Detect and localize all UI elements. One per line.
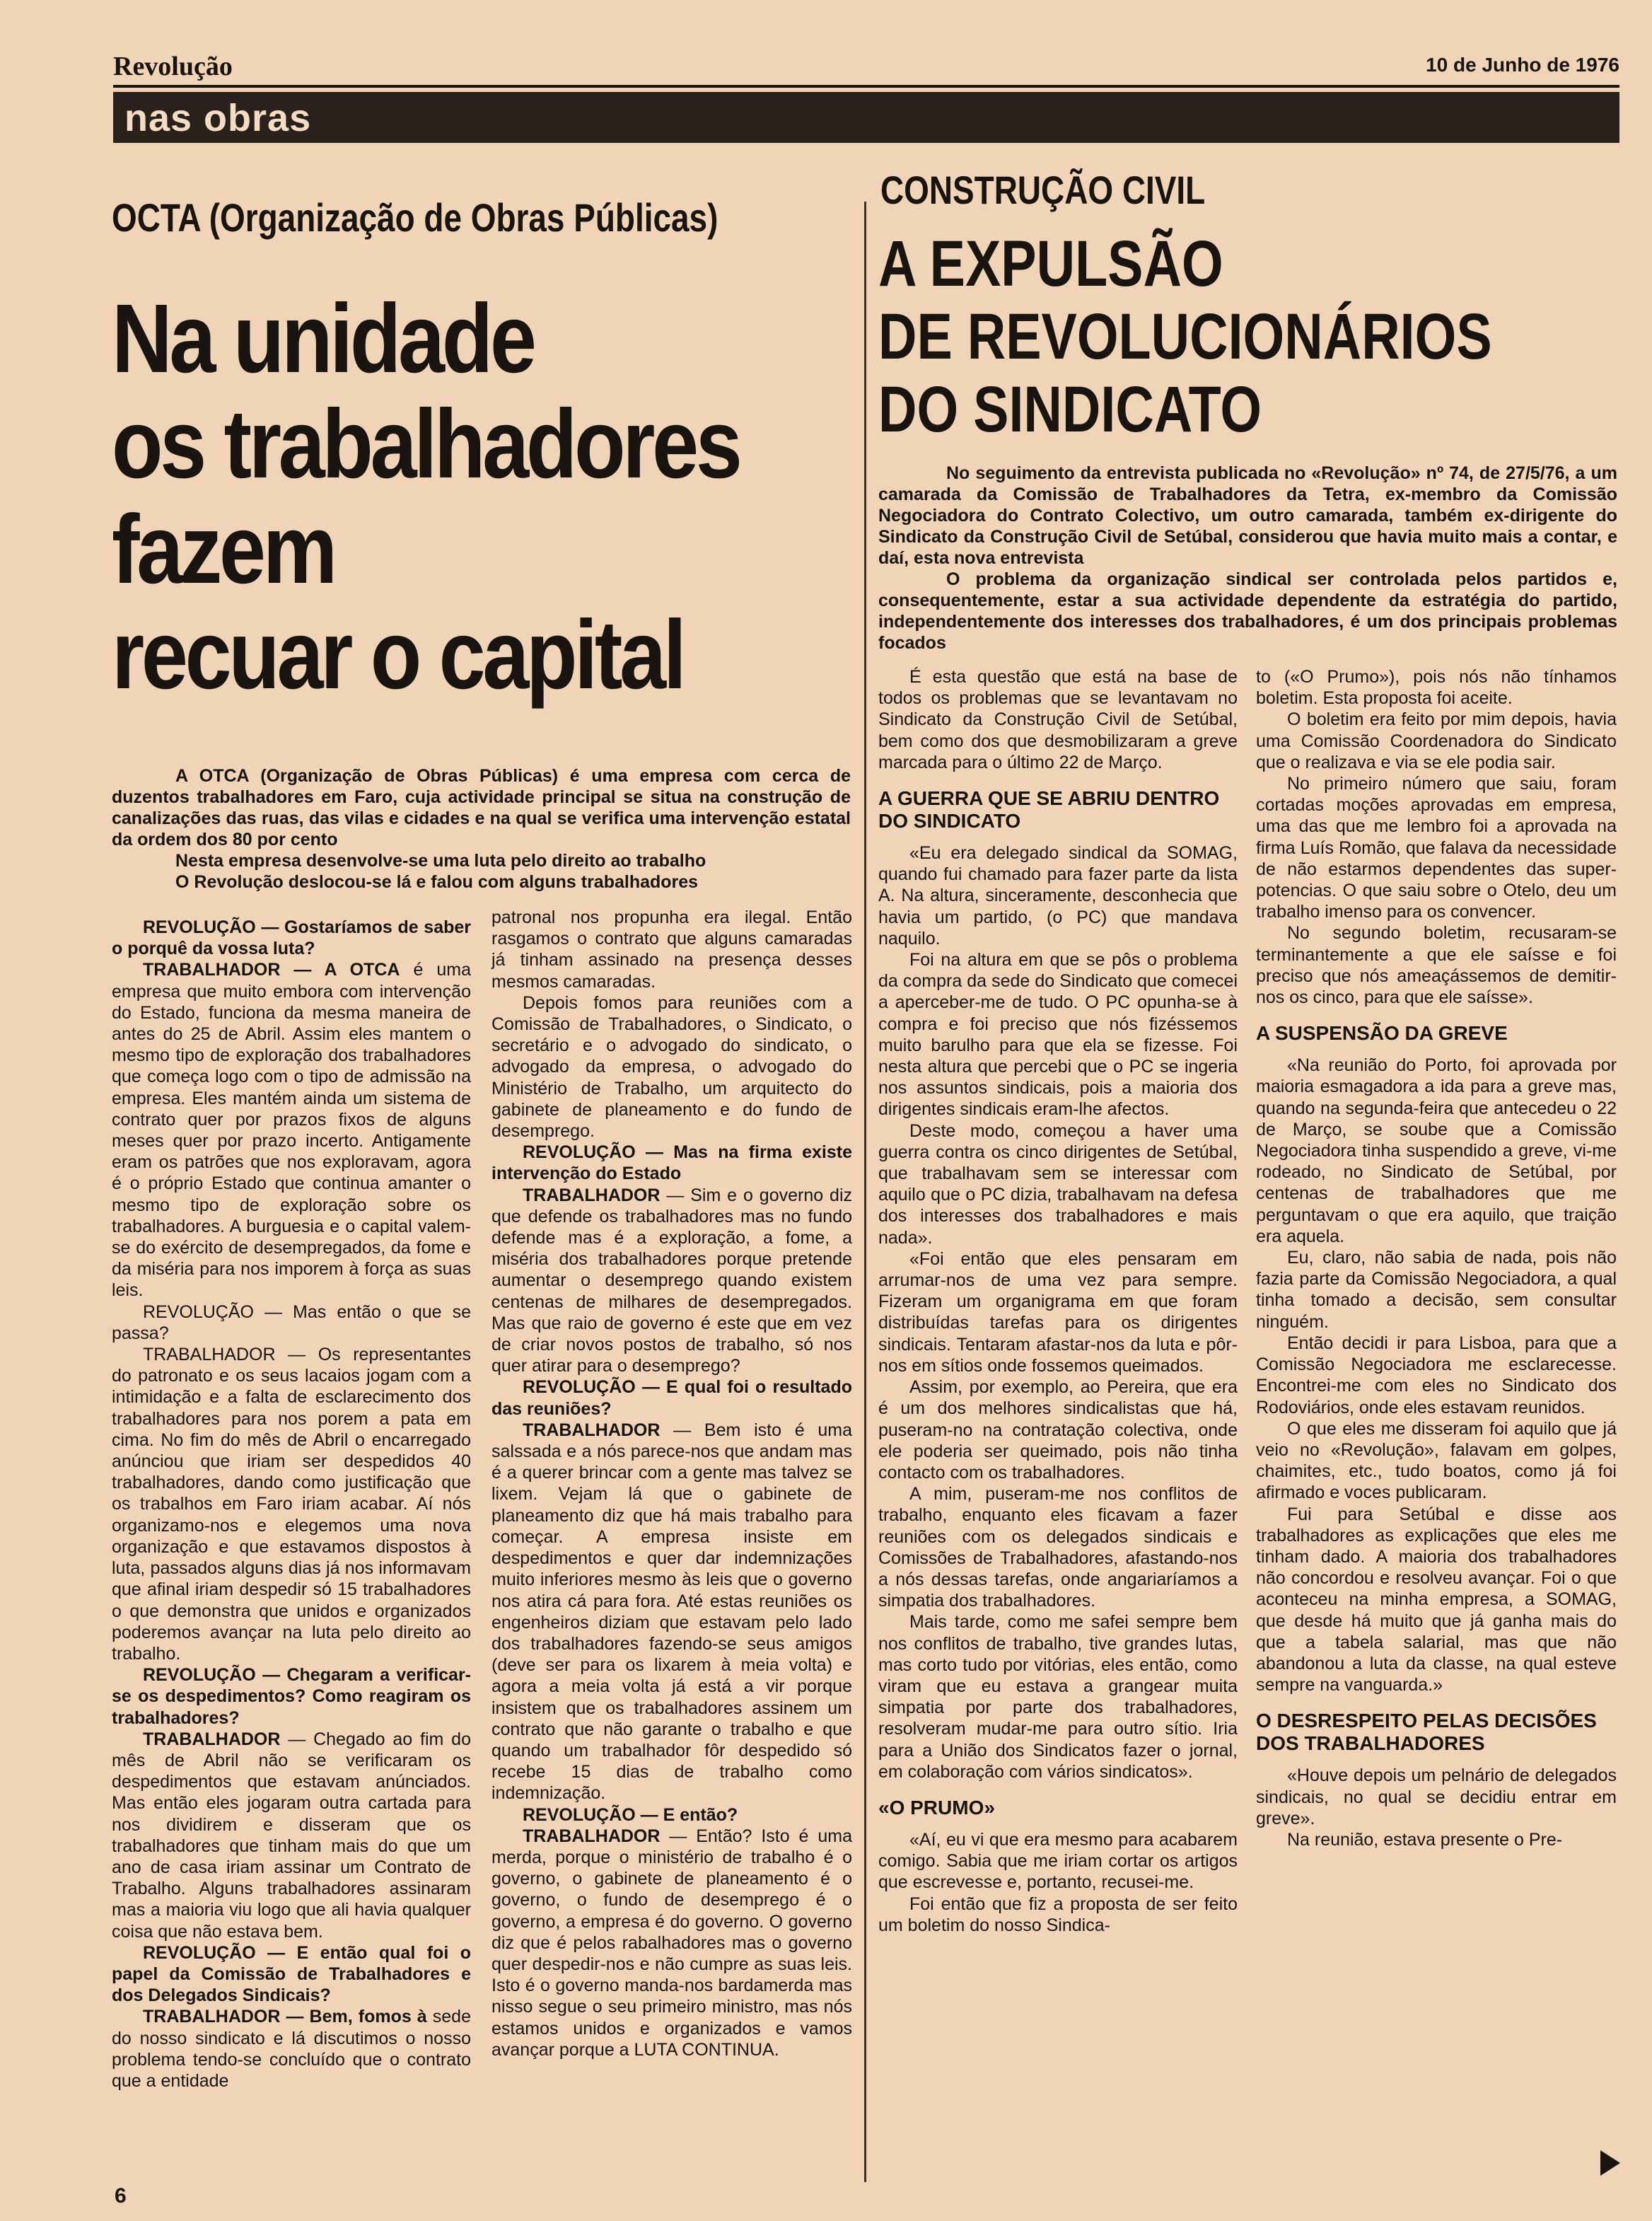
paragraph: [112, 1942, 471, 2007]
body-text: Eu, claro, não sabia de nada, pois não fazia parte da Comissão Negociadora, a qual tinha tomado a decisão, sem consultar ninguém.: [1256, 1248, 1617, 1332]
right-article-column-1: [878, 666, 1238, 1936]
body-text: A mim, puseram-me nos conflitos de trabalho, enquanto eles ficavam a fazer reuniões com os delegados sindicais e Comissões de Trabalhadores, afastando-nos a nós dessas tarefas, onde angariaríamos a simpatia dos trabalhadores.: [878, 1484, 1238, 1611]
paragraph: [1256, 666, 1617, 709]
body-text: É esta questão que está na base de todos os problemas que se levantavam no Sindicato da Construção Civil de Setúbal, bem como dos que desmobilizaram a greve marcada para o último 22 de Março.: [878, 667, 1238, 772]
body-text: to («O Prumo»), pois nós não tínhamos boletim. Esta proposta foi aceite.: [1256, 667, 1617, 709]
headline-line: recuar o capital: [112, 601, 684, 710]
paragraph: [1256, 709, 1617, 773]
paragraph: [878, 1829, 1238, 1894]
body-text: No segundo boletim, recusaram-se terminantemente a que ele saísse e foi preciso que nós ameaçássemos de demitir-nos os cinco, para que ele saísse».: [1256, 923, 1617, 1008]
interviewer-question: REVOLUÇÃO — Gostaríamos de saber o porquê da vossa luta?: [112, 917, 471, 959]
paragraph: [878, 1120, 1238, 1248]
left-article-column-2: [491, 907, 852, 2060]
body-text: «Houve depois um pelnário de delegados sindicais, no qual se decidiu entrar em greve».: [1256, 1765, 1617, 1828]
body-text: No primeiro número que saiu, foram cortadas moções aprovadas em empresa, uma das que me lembro foi a aprovada na firma Luís Romão, que falava da necessidade de não estarmos dependentes das super-potencias. O que saiu sobre o Otelo, deu um trabalho imenso para os convencer.: [1256, 774, 1617, 922]
paragraph: [491, 1142, 852, 1184]
paragraph: [112, 959, 471, 1301]
paragraph: [878, 949, 1238, 1120]
body-text: «Aí, eu vi que era mesmo para acabarem comigo. Sabia que me iriam cortar os artigos que escrevesse e, portanto, recusei-me.: [878, 1829, 1238, 1893]
interviewer-question: REVOLUÇÃO — E então qual foi o papel da Comissão de Trabalhadores e dos Delegados Sindicais?: [112, 1942, 471, 2006]
body-text: Deste modo, começou a haver uma guerra contra os cinco dirigentes de Setúbal, que trabalhavam sem se interessar com aquilo que o PC dizia, trabalhavam na defesa dos interesses dos trabalhadores e mais nada».: [878, 1120, 1238, 1248]
left-article-lead: [112, 765, 851, 893]
left-article-column-1: [112, 917, 471, 2092]
headline-line: fazem: [112, 495, 335, 605]
body-text: é uma empresa que muito embora com intervenção do Estado, funciona da mesma maneira de antes do 25 de Abril. Assim eles mantem o mesmo tipo de exploração dos trabalhadores que começa logo com o tipo de admissão na empresa. Eles mantém ainda um sistema de contrato quer por prazos fixos de alguns meses quer por prazo incerto. Antigamente eram os patrões que nos exploravam, agora é o próprio Estado que continua amanter o mesmo tipo de exploração sobre os trabalhadores. A burguesia e o capital valem-se do exército de desempregados, da fome e da miséria para nos imporem à força as suas leis.: [112, 960, 471, 1301]
body-text: Mais tarde, como me safei sempre bem nos conflitos de trabalho, tive grandes lutas, mas corto tudo por vitórias, eles então, como viram que eu estava a grangear muita simpatia por parte dos trabalhadores, resolveram mudar-me para outro sítio. Iria para a União dos Sindicatos fazer o jornal, em colaboração com vários sindicatos».: [878, 1612, 1238, 1782]
paragraph: [112, 917, 471, 959]
paragraph: [112, 1729, 471, 1942]
issue-date: 10 de Junho de 1976: [1426, 54, 1619, 76]
body-text: — Então? Isto é uma merda, porque o ministério de trabalho é o governo, o gabinete de planeamento é o governo, o fundo de desemprego é o governo, a empresa é do governo. O governo diz que é pelos rabalhadores mas o governo quer despedir-nos e não cumpre as suas leis. Isto é o governo manda-nos bardamerda mas nisso segue o seu primeiro ministro, mas nós estamos unidos e organizados e vamos avançar porque a LUTA CONTINUA.: [491, 1826, 852, 2060]
paragraph: [1256, 773, 1617, 922]
paragraph: [491, 992, 852, 1142]
right-article-lead: [878, 463, 1617, 654]
interviewer-question: REVOLUÇÃO — Mas na firma existe intervenção do Estado: [491, 1142, 852, 1184]
paragraph: [112, 1301, 471, 1344]
paragraph: [1256, 1247, 1617, 1333]
masthead-rule: [113, 85, 1619, 88]
paragraph: [491, 1376, 852, 1419]
subheading: A GUERRA QUE SE ABRIU DENTRO DO SINDICATO: [878, 787, 1220, 833]
body-text: Foi na altura em que se pôs o problema da compra da sede do Sindicato que comecei a aperceber-me de tudo. O PC opunha-se à compra e foi preciso que nós fizéssemos muito barulho para que ela se fizesse. Foi nesta altura que percebi que o PC se ingeria nos assuntos sindicais, pois a maioria dos dirigentes sindicais eram-lhe afectos.: [878, 950, 1238, 1120]
lead-paragraph: O problema da organização sindical ser controlada pelos partidos e, consequentemente, estar a sua actividade dependente da estratégia do partido, independentemente dos interesses dos trabalhadores, é um dos principais problemas focados: [878, 569, 1617, 653]
interviewer-question: REVOLUÇÃO — Chegaram a verificar-se os despedimentos? Como reagiram os trabalhadores?: [112, 1665, 471, 1728]
headline-line: DE REVOLUCIONÁRIOS: [878, 301, 1492, 373]
body-text: REVOLUÇÃO — Mas então o que se passa?: [112, 1301, 471, 1343]
paragraph: [1256, 1418, 1617, 1504]
body-text: «Na reunião do Porto, foi aprovada por maioria esmagadora a ida para a greve mas, quando na segunda-feira que antecedeu o 22 de Março, se soube que a Comissão Negociadora tinha suspendido a greve, vi-me rodeado, no Sindicato de Setúbal, por centenas de trabalhadores que me perguntavam o que era aquilo, que traição era aquela.: [1256, 1055, 1617, 1246]
body-text: Fui para Setúbal e disse aos trabalhadores as explicações que eles me tinham dado. A maioria dos trabalhadores não concordou e resolveu avançar. Foi o que aconteceu na minha empresa, a SOMAG, que desde há muito que já ganha mais do que a tabela salarial, mas que não abandonou a luta da classe, na qual esteve sempre na vanguarda.»: [1256, 1504, 1617, 1695]
speaker-label: TRABALHADOR: [143, 1729, 281, 1749]
paragraph: [878, 1483, 1238, 1611]
body-text: Na reunião, estava presente o Pre-: [1287, 1829, 1563, 1850]
paper-name: Revolução: [113, 52, 233, 81]
lead-paragraph: O Revolução deslocou-se lá e falou com alguns trabalhadores: [175, 872, 699, 892]
body-text: «Foi então que eles pensaram em arrumar-nos de uma vez para sempre. Fizeram um organigrama em que foram distribuídas tarefas para os dirigentes sindicais. Tentaram afastar-nos da luta e pôr-nos em sítios onde fossemos queimados.: [878, 1248, 1238, 1376]
paragraph: [878, 666, 1238, 773]
paragraph: [1256, 1765, 1617, 1829]
speaker-label: TRABALHADOR: [523, 1826, 661, 1846]
page-number: 6: [115, 2184, 127, 2208]
headline-line: A EXPULSÃO: [878, 228, 1223, 300]
paragraph: [878, 1611, 1238, 1782]
body-text: «Eu era delegado sindical da SOMAG, quando fui chamado para fazer parte da lista A. Na altura, sinceramente, desconhecia que havia um partido, (o PC) que mandava naquilo.: [878, 843, 1238, 949]
body-text: Assim, por exemplo, ao Pereira, que era é um dos melhores sindicalistas que há, puseram-no na contratação colectiva, onde ele poderia ser queimado, pois não tinha contacto com os trabalhadores.: [878, 1377, 1238, 1483]
paragraph: [878, 842, 1238, 949]
paragraph: [491, 1420, 852, 1804]
body-text: patronal nos propunha era ilegal. Então rasgamos o contrato que alguns camaradas já tinham assinado na presença desses mesmos camaradas.: [491, 907, 852, 992]
paragraph: [491, 1826, 852, 2060]
paragraph: [1256, 922, 1617, 1008]
paragraph: [878, 1248, 1238, 1376]
subheading: A SUSPENSÃO DA GREVE: [1256, 1022, 1508, 1045]
paragraph: [491, 907, 852, 992]
speaker-label: TRABALHADOR: [523, 1185, 661, 1205]
paragraph: [1256, 1055, 1617, 1247]
interviewer-question: REVOLUÇÃO — E qual foi o resultado das reuniões?: [491, 1377, 852, 1419]
body-text: Então decidi ir para Lisboa, para que a Comissão Negociadora me esclarecesse. Encontrei-me com eles no Sindicato dos Rodoviários, onde eles estavam reunidos.: [1256, 1333, 1617, 1417]
right-article-kicker: CONSTRUÇÃO CIVIL: [880, 168, 1206, 212]
left-article-kicker: OCTA (Organização de Obras Públicas): [112, 195, 719, 240]
subheading: «O PRUMO»: [878, 1796, 995, 1819]
body-text: TRABALHADOR — Os representantes do patronato e os seus lacaios jogam com a intimidação e a falta de esclarecimento dos trabalhadores para nos porem a pata em cima. No fim do mês de Abril o encarregado anúnciou que iriam ser despedidos 40 trabalhadores, dando como justificação que os trabalhos em Faro iriam acabar. Aí nós organizamo-nos e elegemos uma nova organização e que estavamos dispostos à luta, passados alguns dias já nos informavam que afinal iriam despedir só 15 trabalhadores o que demonstra que unidos e organizados poderemos avançar na luta pelo direito ao trabalho.: [112, 1345, 471, 1664]
headline-line: Na unidade: [112, 284, 534, 393]
speaker-label: TRABALHADOR — A OTCA: [143, 960, 400, 980]
paragraph: [112, 1664, 471, 1729]
lead-paragraph: A OTCA (Organização de Obras Públicas) é uma empresa com cerca de duzentos trabalhadores em Faro, cuja actividade principal se situa na construção de canalizações das ruas, das vilas e cidades e na qual se verifica uma intervenção estatal da ordem dos 80 por cento: [112, 766, 851, 849]
masthead: [113, 51, 1619, 86]
lead-paragraph: Nesta empresa desenvolve-se uma luta pelo direito ao trabalho: [175, 851, 706, 871]
right-article-headline: [878, 228, 1492, 446]
arrow-right-icon: [1600, 2150, 1620, 2176]
paragraph: [1256, 1504, 1617, 1696]
paragraph: [491, 1804, 852, 1826]
speaker-label: TRABALHADOR: [523, 1420, 661, 1440]
speaker-label: TRABALHADOR — Bem, fomos à: [143, 2007, 427, 2027]
paragraph: [1256, 1333, 1617, 1418]
paragraph: [112, 1344, 471, 1664]
section-bar: [113, 92, 1619, 143]
paragraph: [878, 1376, 1238, 1483]
body-text: — Chegado ao fim do mês de Abril não se verificaram os despedimentos que estavam anúnciados. Mas então eles jogaram outra cartada para nos dividirem e disseram que os trabalhadores que tinham mais do que um ano de casa iriam assinar um Contrato de Trabalho. Alguns trabalhadores assinaram mas a maioria viu logo que ali havia qualquer coisa que não estava bem.: [112, 1729, 471, 1942]
body-text: O boletim era feito por mim depois, havia uma Comissão Coordenadora do Sindicato que o realizava e via se ele podia sair.: [1256, 709, 1617, 772]
body-text: — Bem isto é uma salssada e a nós parece-nos que andam mas é a querer brincar com a gente mas talvez se lixem. Vejam lá que o gabinete de planeamento diz que há mais trabalho para começar. A empresa insiste em despedimentos e quer dar indemnizações muito inferiores mesmo às leis que o governo nos atira cá para fora. Até estas reuniões os engenheiros diziam que estavam pelo lado dos trabalhadores fazendo-se seus amigos (deve ser para os lixarem à meia volta) e agora a meia volta já está a vir porque insistem que os trabalhadores assinem um contrato que não garante o trabalho e que quando um trabalhador fôr despedido só recebe 15 dias de trabalho como indemnização.: [491, 1420, 852, 1804]
headline-line: os trabalhadores: [112, 390, 740, 499]
subheading: O DESRESPEITO PELAS DECISÕES DOS TRABALHADORES: [1256, 1710, 1597, 1755]
interviewer-question: REVOLUÇÃO — E então?: [523, 1804, 738, 1825]
body-text: Depois fomos para reuniões com a Comissão de Trabalhadores, o Sindicato, o secretário e o advogado do sindicato, o advogado da empresa, o advogado do Ministério de Trabalho, um arquitecto do gabinete de planeamento e do fundo de desemprego.: [491, 992, 852, 1142]
column-divider: [864, 202, 866, 2182]
left-article-headline: [112, 286, 811, 708]
paragraph: [878, 1894, 1238, 1936]
headline-line: DO SINDICATO: [878, 373, 1262, 446]
paragraph: [1256, 1829, 1617, 1850]
body-text: Foi então que fiz a proposta de ser feito um boletim do nosso Sindica-: [878, 1894, 1238, 1935]
body-text: — Sim e o governo diz que defende os trabalhadores mas no fundo defende mas é a exploração, a fome, a miséria dos trabalhadores porque pretende aumentar o desemprego quando existem centenas de milhares de desempregados. Mas que raio de governo é este que em vez de criar novos postos de trabalho, só nos quer atirar para o desemprego?: [491, 1185, 852, 1376]
body-text: O que eles me disseram foi aquilo que já veio no «Revolução», falavam em golpes, chaimites, etc., tudo boatos, como já foi afirmado e voces publicaram.: [1256, 1418, 1617, 1503]
right-article-column-2: [1256, 666, 1617, 1850]
paragraph: [491, 1185, 852, 1377]
section-label: nas obras: [124, 97, 312, 139]
lead-paragraph: No seguimento da entrevista publicada no «Revolução» nº 74, de 27/5/76, a um camarada da Comissão de Trabalhadores da Tetra, ex-membro da Comissão Negociadora do Contrato Colectivo, um outro camarada, também ex-dirigente do Sindicato da Construção Civil de Setúbal, considerou que havia muito mais a contar, e daí, esta nova entrevista: [878, 463, 1617, 568]
body-text: sede do nosso sindicato e lá discutimos o nosso problema tendo-se concluído que o contrato que a entidade: [112, 2007, 471, 2091]
paragraph: [112, 2006, 471, 2092]
